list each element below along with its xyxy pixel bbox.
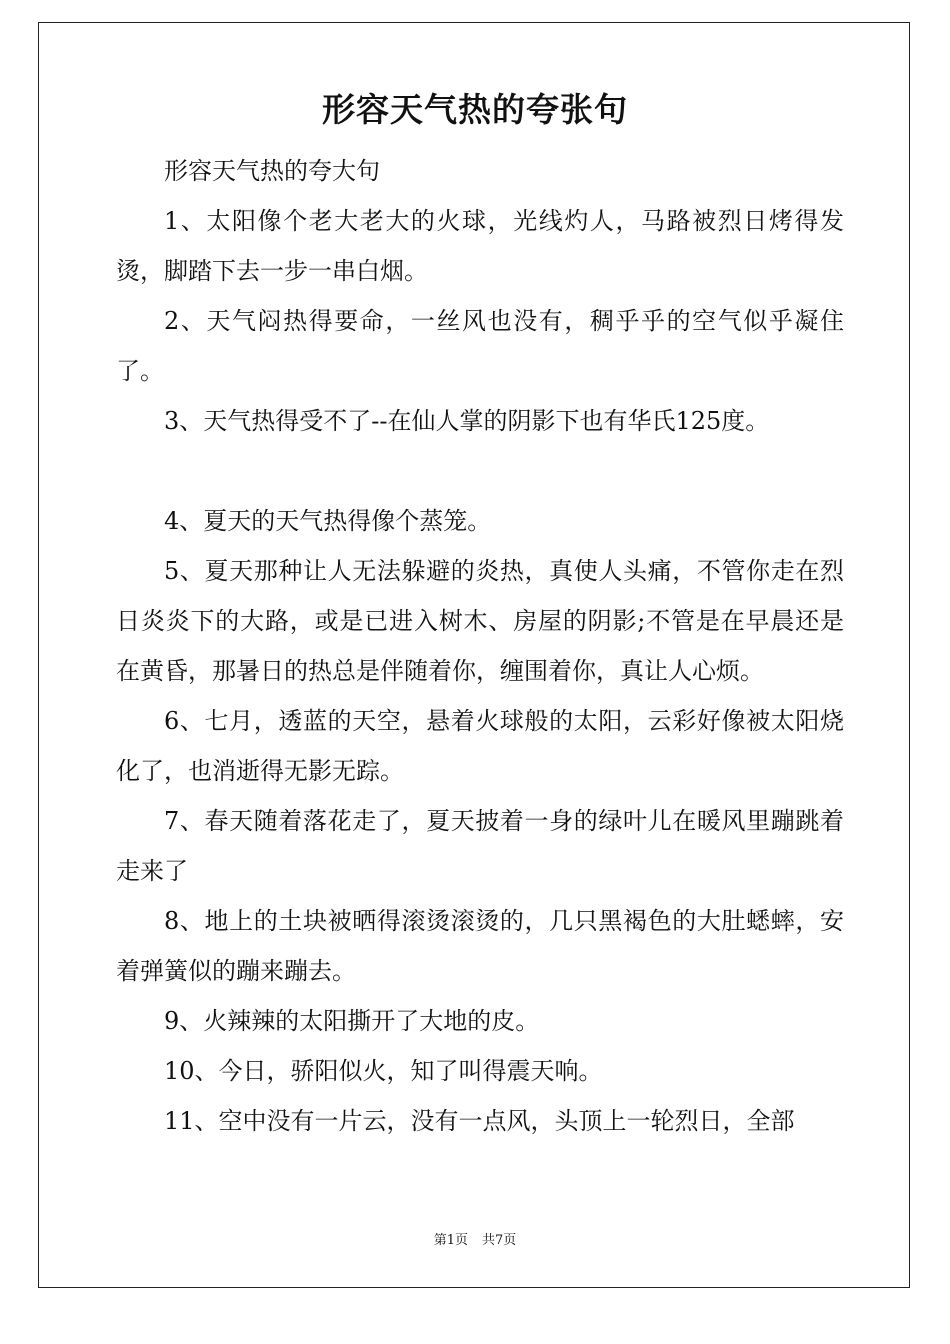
paragraph-8: 8、地上的土块被晒得滚烫滚烫的，几只黑褐色的大肚蟋蟀，安着弹簧似的蹦来蹦去。 bbox=[116, 907, 844, 985]
subtitle-paragraph: 形容天气热的夸大句 bbox=[164, 157, 380, 185]
paragraph-10: 10、今日，骄阳似火，知了叫得震天响。 bbox=[164, 1057, 603, 1085]
document-title: 形容天气热的夸张句 bbox=[322, 90, 628, 129]
paragraph-7: 7、春天随着落花走了，夏天披着一身的绿叶儿在暖风里蹦跳着走来了 bbox=[116, 807, 844, 885]
paragraph-4: 4、夏天的天气热得像个蒸笼。 bbox=[164, 507, 492, 535]
paragraph-3: 3、天气热得受不了--在仙人掌的阴影下也有华氏125度。 bbox=[164, 407, 770, 435]
paragraph-1: 1、太阳像个老大老大的火球，光线灼人，马路被烈日烤得发烫，脚踏下去一步一串白烟。 bbox=[116, 207, 844, 285]
page-footer bbox=[0, 1232, 950, 1250]
document-body bbox=[116, 146, 844, 1146]
page-number: 第1页 bbox=[433, 1233, 468, 1248]
paragraph-2: 2、天气闷热得要命，一丝风也没有，稠乎乎的空气似乎凝住了。 bbox=[116, 307, 844, 385]
paragraph-11: 11、空中没有一片云，没有一点风，头顶上一轮烈日，全部 bbox=[164, 1107, 795, 1135]
paragraph-9: 9、火辣辣的太阳撕开了大地的皮。 bbox=[164, 1007, 540, 1035]
paragraph-6: 6、七月，透蓝的天空，悬着火球般的太阳，云彩好像被太阳烧化了，也消逝得无影无踪。 bbox=[116, 707, 844, 785]
page-total: 共7页 bbox=[482, 1233, 517, 1248]
paragraph-5: 5、夏天那种让人无法躲避的炎热，真使人头痛，不管你走在烈日炎炎下的大路，或是已进入树木、房屋的阴影;不管是在早晨还是在黄昏，那暑日的热总是伴随着你，缠围着你，真让人心烦。 bbox=[116, 557, 844, 685]
